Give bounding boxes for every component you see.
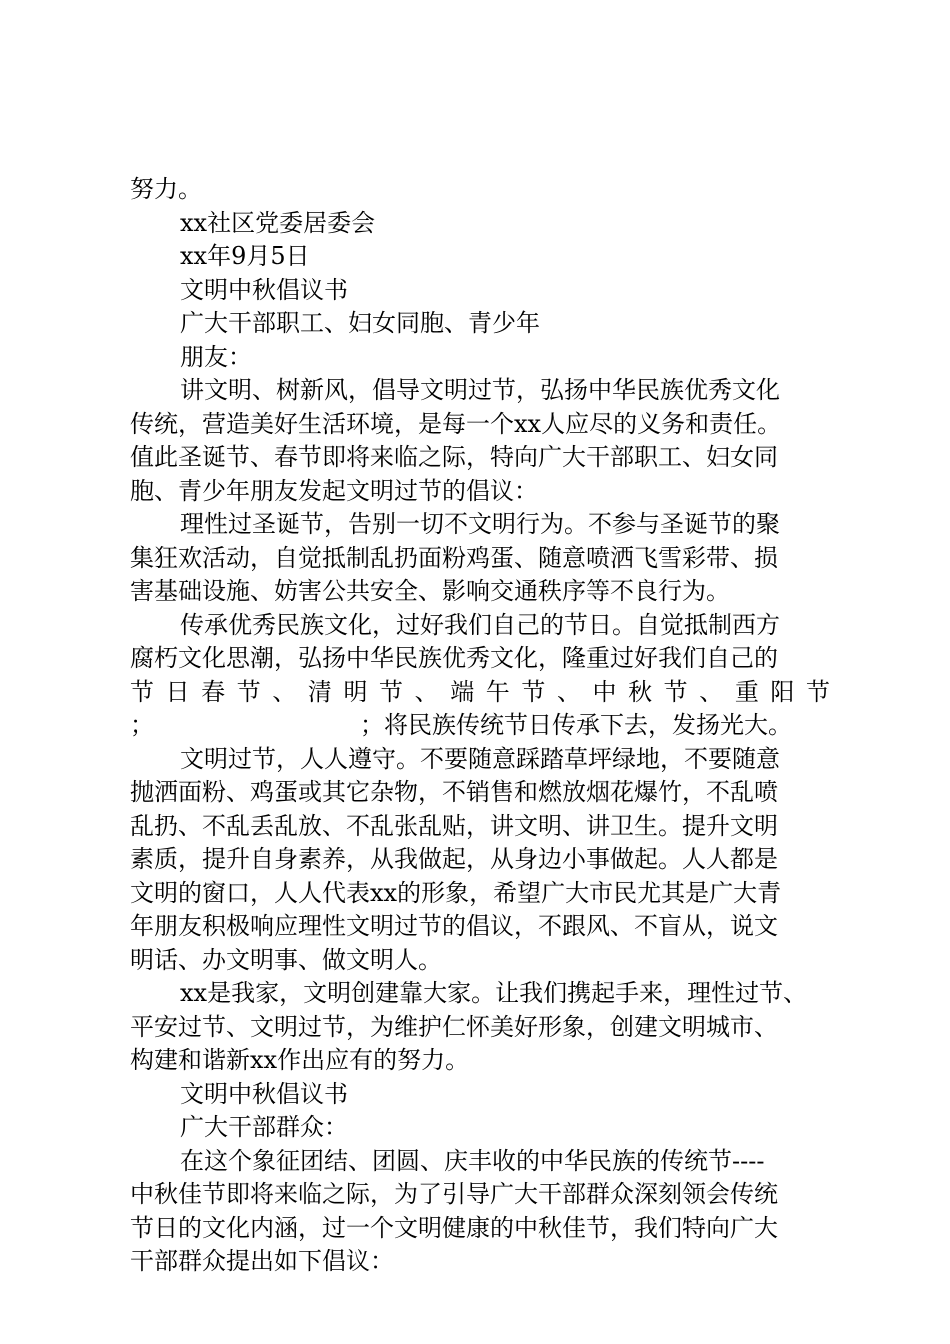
text-line: 文明中秋倡议书	[180, 275, 348, 304]
festival-char: 节	[130, 677, 154, 706]
festival-char: 节	[663, 677, 688, 706]
text-line: 素质，提升自身素养，从我做起，从身边小事做起。人人都是	[130, 845, 778, 873]
text-line: 腐朽文化思潮，弘扬中华民族优秀文化，隆重过好我们自己的	[130, 644, 778, 672]
text-line: 节日的文化内涵，过一个文明健康的中秋佳节，我们特向广大	[130, 1213, 778, 1242]
festival-char: 节	[805, 677, 830, 706]
text-line: 广大干部职工、妇女同胞、青少年	[180, 309, 540, 337]
festival-char: 节	[521, 677, 546, 706]
text-line: 文明过节，人人遵守。不要随意踩踏草坪绿地，不要随意	[180, 744, 780, 773]
text-line: 在这个象征团结、团圆、庆丰收的中华民族的传统节----	[180, 1146, 765, 1175]
festival-char: 节	[236, 677, 261, 706]
festival-char: 、	[272, 677, 297, 706]
text-line: 乱扔、不乱丢乱放、不乱张乱贴，讲文明、讲卫生。提升文明	[130, 811, 778, 840]
text-line: 集狂欢活动，自觉抵制乱扔面粉鸡蛋、随意喷洒飞雪彩带、损	[130, 543, 778, 572]
text-line: 广大干部群众：	[180, 1113, 348, 1141]
text-line: 值此圣诞节、春节即将来临之际，特向广大干部职工、妇女同	[130, 443, 778, 471]
festival-char: 春	[201, 677, 226, 706]
text-line: 明话、办文明事、做文明人。	[130, 945, 442, 974]
text-line: 干部群众提出如下倡议：	[130, 1247, 394, 1275]
text-line: 传统，营造美好生活环境，是每一个xx人应尽的义务和责任。	[130, 409, 782, 438]
festival-char: 午	[485, 677, 510, 706]
text-line: 努力。	[130, 175, 202, 203]
document-page	[130, 173, 830, 1279]
festival-char: 秋	[628, 677, 653, 706]
festival-char: 明	[343, 677, 368, 706]
text-line: 文明中秋倡议书	[180, 1079, 348, 1108]
semicolon-right: ；将民族传统节日传承下去，发扬光大。	[360, 711, 792, 739]
text-line: xx年9月5日	[180, 242, 310, 270]
festival-char: 重	[734, 677, 759, 706]
text-line: 构建和谐新xx作出应有的努力。	[130, 1046, 470, 1074]
semicolon-line	[130, 709, 830, 743]
text-line: xx社区党委居委会	[180, 208, 376, 237]
festival-char: 日	[165, 677, 190, 706]
text-line: 平安过节、文明过节，为维护仁怀美好形象，创建文明城市、	[130, 1012, 778, 1041]
text-block-2	[130, 743, 830, 1279]
text-line: 文明的窗口，人人代表xx的形象，希望广大市民尤其是广大青	[130, 878, 782, 907]
text-line: 讲文明、树新风，倡导文明过节，弘扬中华民族优秀文化	[180, 376, 780, 404]
text-line: 胞、青少年朋友发起文明过节的倡议：	[130, 476, 538, 505]
festival-char: 节	[379, 677, 404, 706]
festival-char: 中	[592, 677, 617, 706]
text-line: 理性过圣诞节，告别一切不文明行为。不参与圣诞节的聚	[180, 510, 780, 538]
festival-char: 、	[556, 677, 581, 706]
text-line: 害基础设施、妨害公共安全、影响交通秩序等不良行为。	[130, 577, 730, 605]
semicolon-left: ；	[130, 711, 154, 739]
text-line: xx是我家，文明创建靠大家。让我们携起手来，理性过节、	[180, 979, 808, 1007]
festival-char: 、	[414, 677, 439, 706]
text-line: 抛洒面粉、鸡蛋或其它杂物，不销售和燃放烟花爆竹，不乱喷	[130, 778, 778, 806]
text-line: 传承优秀民族文化，过好我们自己的节日。自觉抵制西方	[180, 610, 780, 639]
festival-char: 、	[699, 677, 724, 706]
text-line: 中秋佳节即将来临之际，为了引导广大干部群众深刻领会传统	[130, 1180, 778, 1208]
festival-list-line	[130, 676, 830, 710]
festival-char: 清	[307, 677, 332, 706]
festival-char: 端	[450, 677, 475, 706]
text-line: 年朋友积极响应理性文明过节的倡议，不跟风、不盲从，说文	[130, 912, 778, 940]
text-block-1	[130, 173, 830, 676]
festival-char: 阳	[770, 677, 795, 706]
text-line: 朋友：	[180, 342, 252, 371]
